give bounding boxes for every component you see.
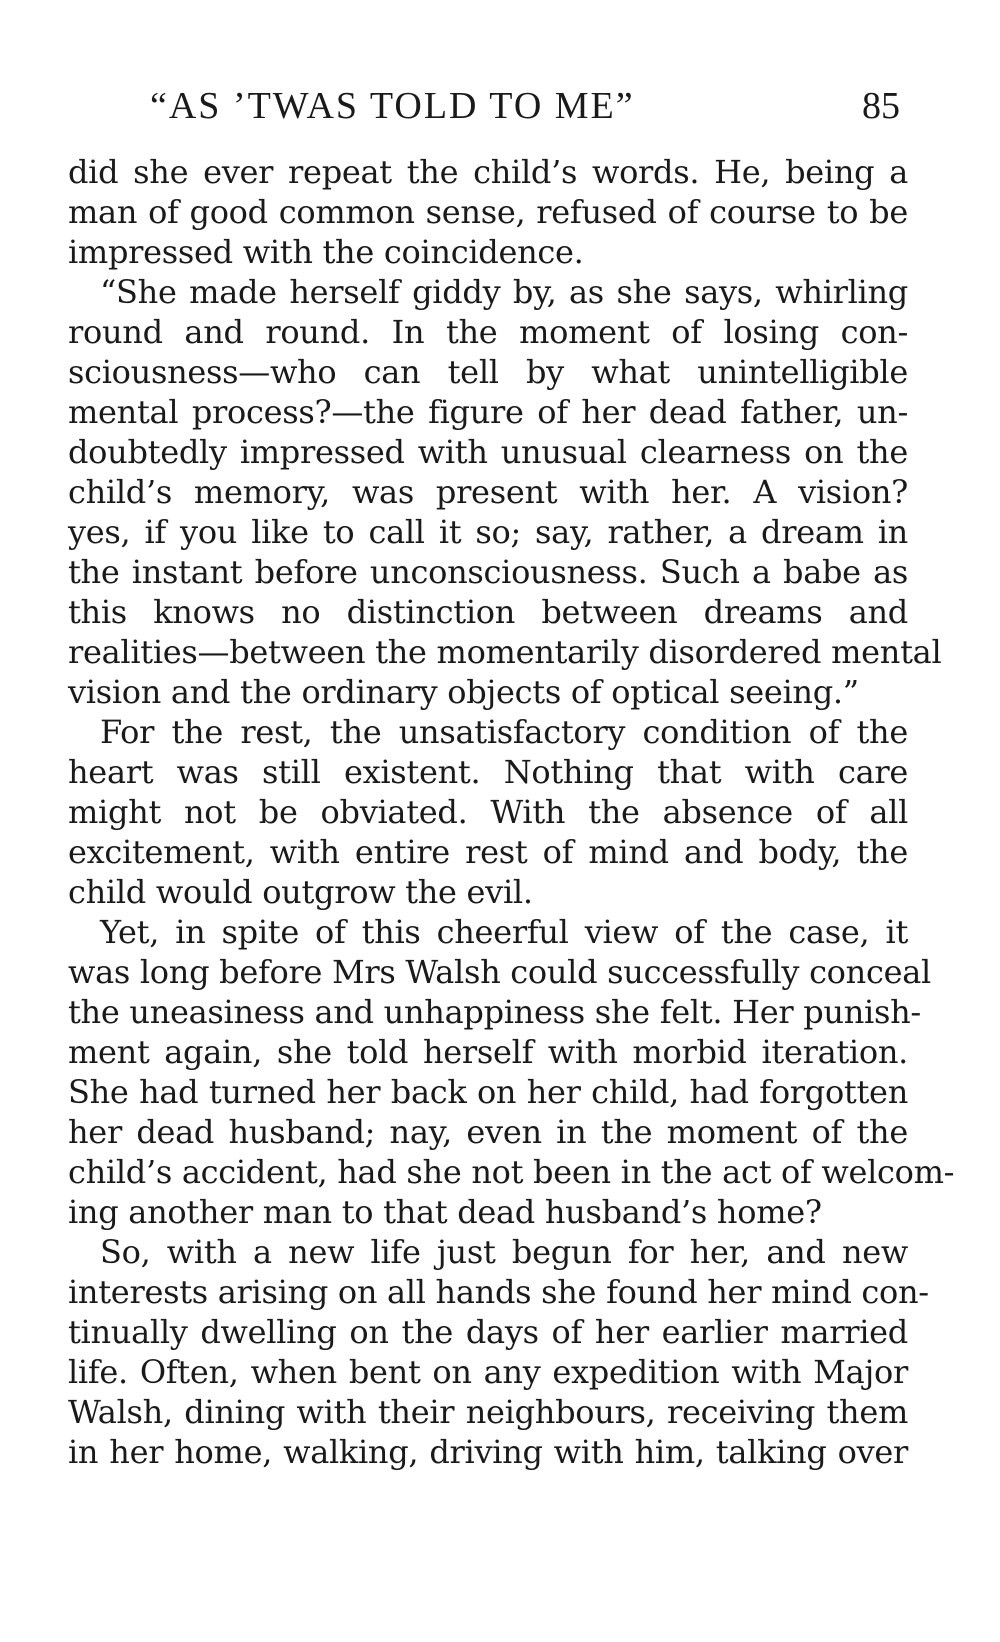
text-line: Walsh, dining with their neighbours, receiving them	[68, 1393, 908, 1431]
text-line: ing another man to that dead husband’s home?	[68, 1193, 822, 1231]
text-line: sciousness—who can tell by what unintelligible	[68, 353, 908, 391]
text-line: “She made herself giddy by, as she says, whirling	[100, 273, 908, 311]
text-line: her dead husband; nay, even in the moment of the	[68, 1113, 908, 1151]
text-line: might not be obviated. With the absence of all	[68, 793, 908, 831]
text-line: child’s accident, had she not been in the act of welcom-	[68, 1153, 955, 1191]
text-line: impressed with the coincidence.	[68, 233, 584, 271]
text-line: the uneasiness and unhappiness she felt. Her punish-	[68, 993, 921, 1031]
text-line: Yet, in spite of this cheerful view of the case, it	[100, 913, 908, 951]
text-line: child would outgrow the evil.	[68, 873, 533, 911]
text-line: interests arising on all hands she found her mind con-	[68, 1273, 929, 1311]
text-line: doubtedly impressed with unusual clearness on the	[68, 433, 908, 471]
text-line: yes, if you like to call it so; say, rather, a dream in	[68, 513, 908, 551]
running-title: “AS ’TWAS TOLD TO ME”	[150, 85, 635, 127]
text-line: the instant before unconsciousness. Such a babe as	[68, 553, 908, 591]
body-text	[68, 152, 955, 1472]
text-line: did she ever repeat the child’s words. He, being a	[68, 153, 908, 191]
text-line: realities—between the momentarily disordered mental	[68, 633, 942, 671]
text-line: For the rest, the unsatisfactory condition of the	[100, 713, 908, 751]
text-line: round and round. In the moment of losing con-	[68, 313, 908, 351]
text-line: ment again, she told herself with morbid iteration.	[68, 1033, 908, 1071]
page-header	[150, 84, 900, 144]
text-line: this knows no distinction between dreams and	[68, 593, 908, 631]
text-line: was long before Mrs Walsh could successfully conceal	[68, 953, 931, 991]
text-line: She had turned her back on her child, had forgotten	[68, 1073, 908, 1111]
text-line: So, with a new life just begun for her, and new	[100, 1233, 908, 1271]
text-line: life. Often, when bent on any expedition with Major	[68, 1353, 908, 1391]
text-line: in her home, walking, driving with him, talking over	[68, 1433, 908, 1471]
text-line: man of good common sense, refused of course to be	[68, 193, 908, 231]
text-line: excitement, with entire rest of mind and body, the	[68, 833, 908, 871]
text-line: mental process?—the figure of her dead father, un-	[68, 393, 908, 431]
page-number: 85	[862, 85, 900, 127]
text-line: child’s memory, was present with her. A vision?	[68, 473, 908, 511]
text-line: tinually dwelling on the days of her earlier married	[68, 1313, 908, 1351]
text-line: vision and the ordinary objects of optical seeing.”	[68, 673, 859, 711]
text-line: heart was still existent. Nothing that with care	[68, 753, 908, 791]
